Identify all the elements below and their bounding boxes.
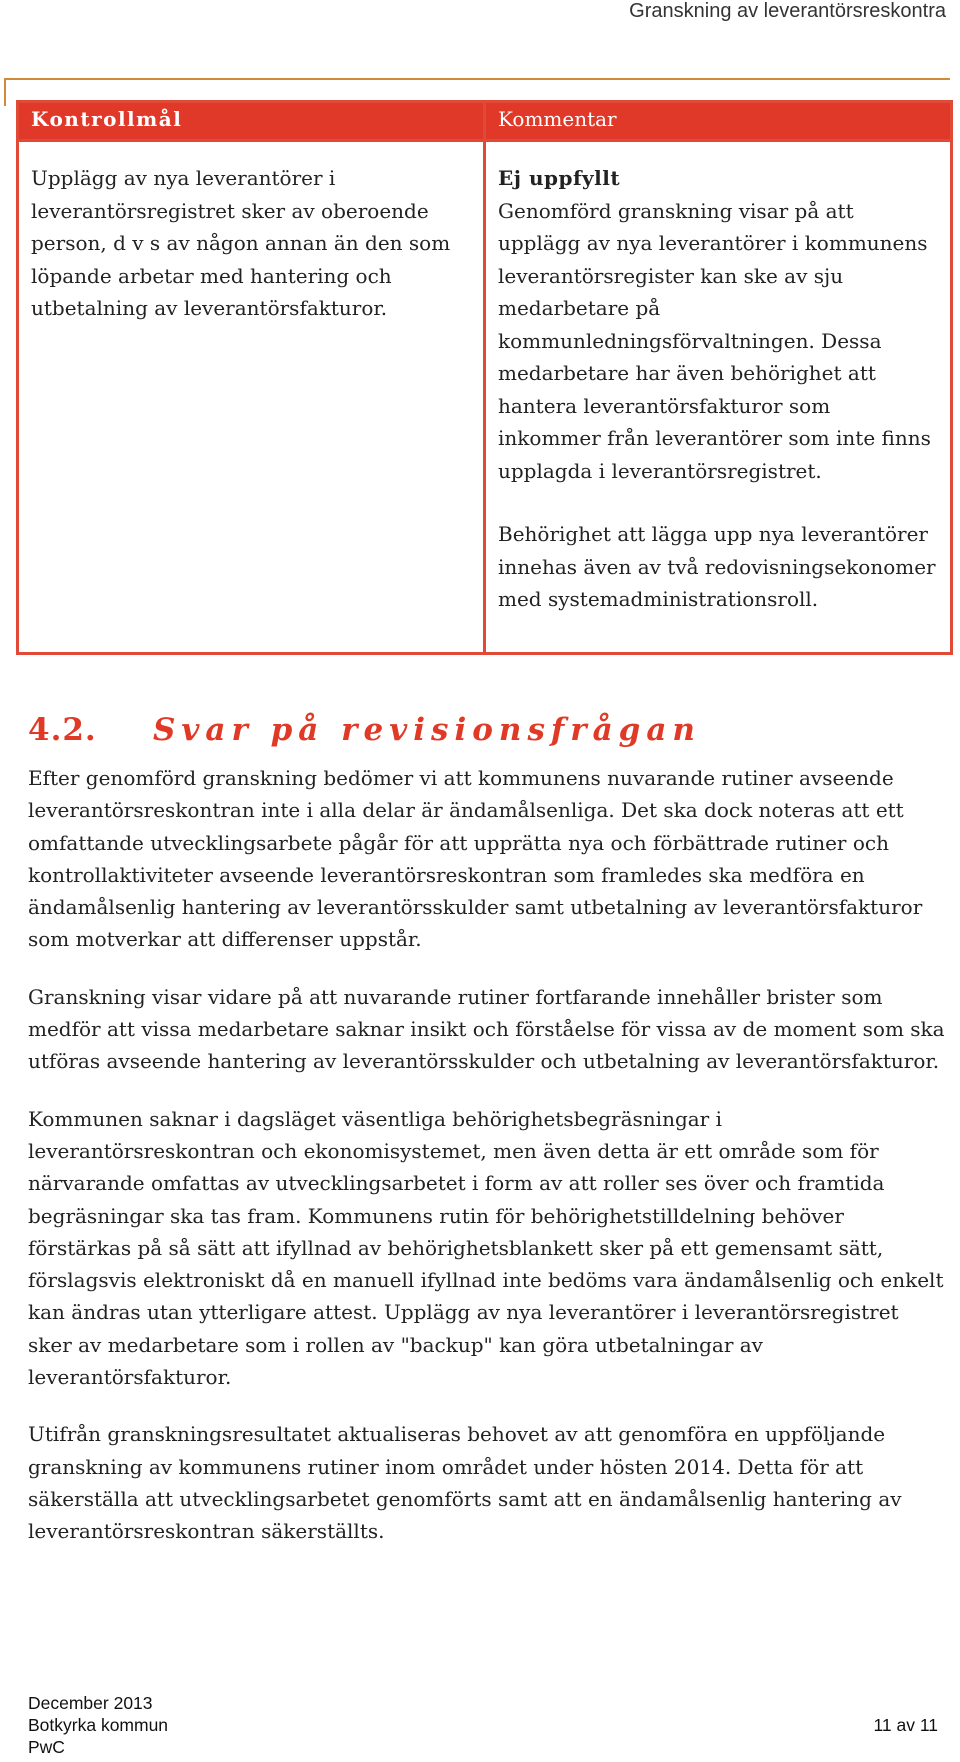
page-footer	[28, 1692, 938, 1758]
page-number: 11 av 11	[873, 1715, 938, 1735]
section-heading	[28, 712, 701, 748]
section-number: 4.2.	[28, 712, 97, 748]
body-paragraph: Kommunen saknar i dagsläget väsentliga behörighetsbegräsningar i leverantörsreskontran och ekonomisystemet, men även detta är ett område som för närvarande omfattas av utvecklingsarbetet i form av att roller ses över och framtida begräsningar ska tas fram. Kommunens rutin för behörighetstilldelning behöver förstärkas på så sätt att ifyllnad av behörighetsblankett sker på ett gemensamt sätt, förslagsvis elektroniskt då en manuell ifyllnad inte bedöms vara ändamålsenlig och enkelt kan ändras utan ytterligare attest. Upplägg av nya leverantörer i leverantörsregistret sker av medarbetare som i rollen av "backup" kan göra utbetalningar av leverantörsfakturor.	[28, 1106, 944, 1390]
running-header: Granskning av leverantörsreskontra	[629, 0, 946, 22]
column-header-objective: Kontrollmål	[18, 102, 485, 141]
section-title: Svar på revisionsfrågan	[153, 712, 701, 748]
objective-text: Upplägg av nya leverantörer i leverantörsregistret sker av oberoende person, d v s av någon annan än den som löpande arbetar med hantering och utbetalning av leverantörsfakturor.	[31, 166, 451, 320]
body-paragraph: Utifrån granskningsresultatet aktualiseras behovet av att genomföra en uppföljande granskning av kommunens rutiner inom området under hösten 2014. Detta för att säkerställa att utvecklingsarbetet genomförts samt att en ändamålsenlig hantering av leverantörsreskontran säkerställts.	[28, 1422, 902, 1544]
column-header-comment: Kommentar	[485, 102, 952, 141]
body-paragraph: Granskning visar vidare på att nuvarande rutiner fortfarande innehåller brister som medför att vissa medarbetare saknar insikt och förståelse för vissa av de moment som ska utföras avseende hantering av leverantörsskulder och utbetalning av leverantörsfakturor.	[28, 984, 945, 1074]
comment-paragraph-1: Genomförd granskning visar på att upplägg av nya leverantörer i kommunens leverantörsregister kan ske av sju medarbetare på kommunledningsförvaltningen. Dessa medarbetare har även behörighet att hantera leverantörsfakturor som inkommer från leverantörer som inte finns upplagda i leverantörsregistret.	[498, 198, 931, 483]
comment-cell	[485, 141, 952, 654]
section-body	[28, 762, 946, 1573]
body-paragraph: Efter genomförd granskning bedömer vi att kommunens nuvarande rutiner avseende leverantörsreskontran inte i alla delar är ändamålsenliga. Det ska dock noteras att ett omfattande utvecklingsarbete pågår för att upprätta nya och förbättrade rutiner och kontrollaktiviteter avseende leverantörsreskontran som framledes ska medföra en ändamålsenlig hantering av leverantörsskulder samt utbetalning av leverantörsfakturor som motverkar att differenser uppstår.	[28, 766, 923, 952]
header-rule	[4, 78, 950, 80]
status-label: Ej uppfyllt	[498, 166, 621, 190]
objective-cell	[18, 141, 485, 654]
control-objective-table	[16, 100, 953, 655]
table-header-row	[18, 102, 952, 141]
footer-firm: PwC	[28, 1737, 65, 1757]
footer-date: December 2013	[28, 1693, 153, 1713]
table-row	[18, 141, 952, 654]
footer-organization: Botkyrka kommun	[28, 1715, 169, 1735]
comment-paragraph-2: Behörighet att lägga upp nya leverantörer innehas även av två redovisningsekonomer med systemadministrationsroll.	[498, 522, 936, 611]
